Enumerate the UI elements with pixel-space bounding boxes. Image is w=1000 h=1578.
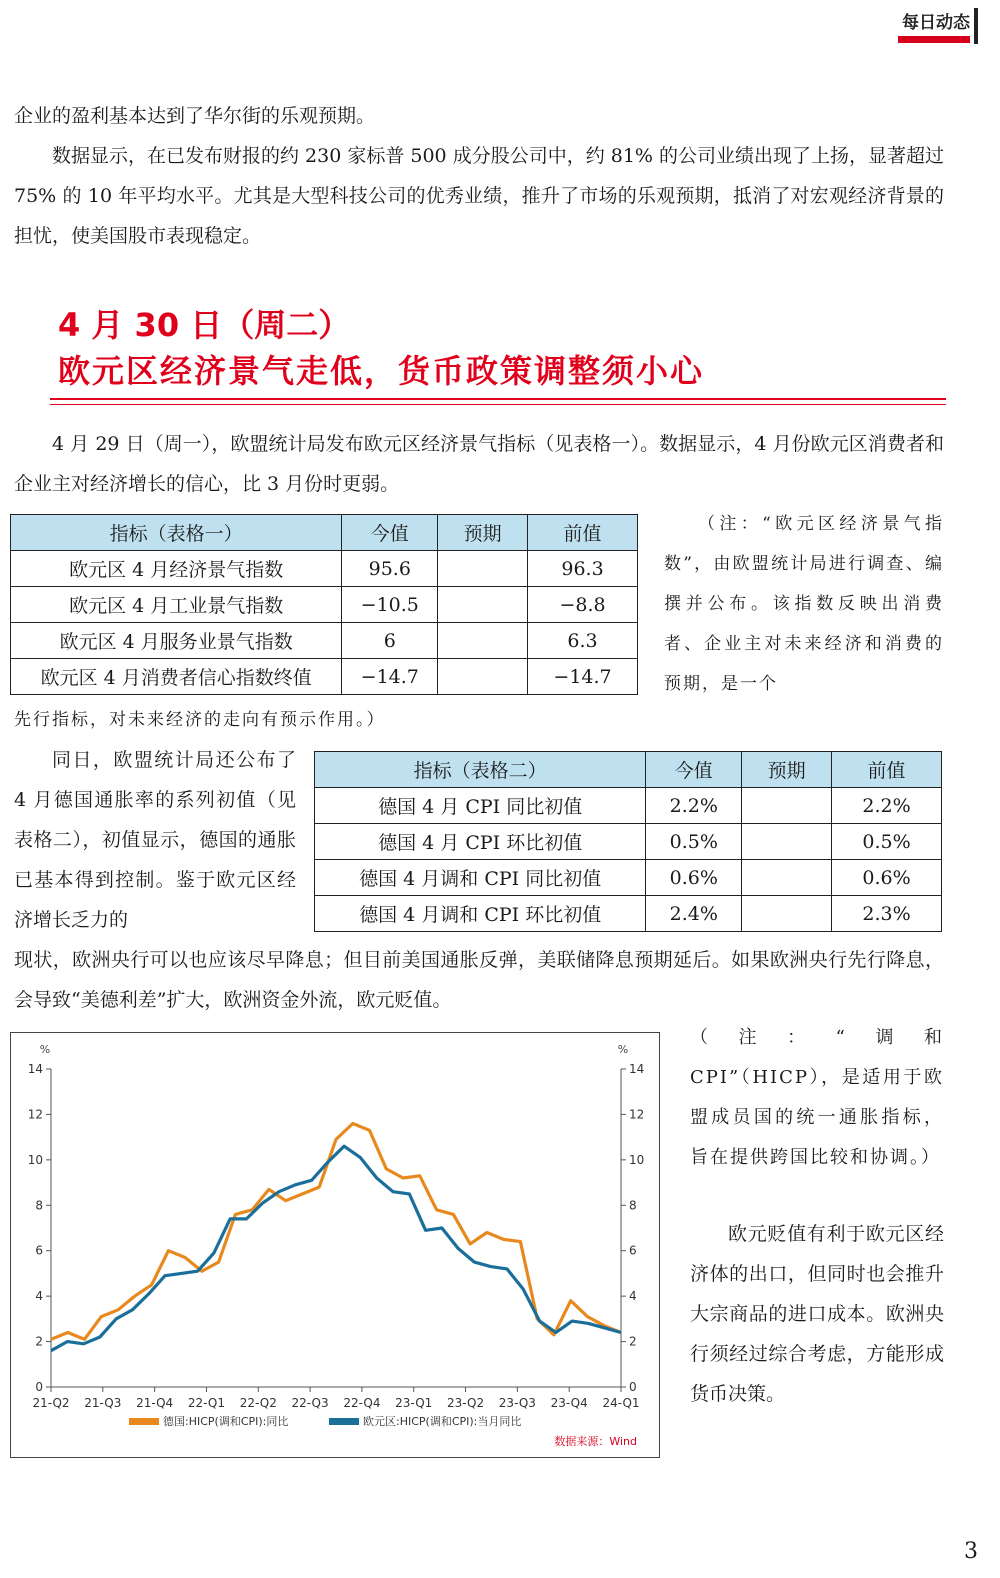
headline-rule (50, 398, 946, 400)
table-cell: 欧元区 4 月工业景气指数 (11, 587, 342, 623)
table-cell: 德国 4 月调和 CPI 环比初值 (315, 896, 646, 932)
note-hicp: （注：“调和 CPI”（HICP），是适用于欧盟成员国的统一通胀指标，旨在提供跨国比较和协调。） (690, 1027, 944, 1168)
legend-swatch-germany (129, 1418, 159, 1425)
y-tick-label-right: 12 (629, 1107, 645, 1122)
table-row (315, 896, 942, 932)
table-cell: 0.5% (646, 824, 742, 860)
table-two (314, 751, 942, 932)
table-cell (438, 623, 528, 659)
series-line-eurozone (51, 1146, 621, 1351)
table-cell: 欧元区 4 月消费者信心指数终值 (11, 659, 342, 695)
y-tick-label-right: 14 (629, 1062, 645, 1076)
table-two-header: 指标（表格二） (315, 752, 646, 788)
y-tick-label-right: 10 (629, 1152, 645, 1167)
table-cell (742, 824, 832, 860)
x-tick-label: 21-Q2 (32, 1396, 70, 1410)
page-number: 3 (964, 1539, 978, 1564)
section-tag-underline (898, 36, 970, 43)
table-cell: 德国 4 月 CPI 环比初值 (315, 824, 646, 860)
hicp-line-chart (10, 1032, 660, 1458)
x-tick-label: 23-Q2 (446, 1396, 485, 1410)
y-tick-label-left: 14 (27, 1062, 43, 1076)
x-tick-label: 22-Q4 (343, 1396, 381, 1410)
x-tick-label: 22-Q3 (291, 1396, 329, 1410)
table-two-header: 今值 (646, 752, 742, 788)
table-cell: 2.3% (832, 896, 942, 932)
y-tick-label-left: 8 (35, 1198, 43, 1213)
chart-svg (11, 1033, 659, 1457)
y-tick-label-left: 10 (27, 1152, 43, 1167)
table-cell: 2.2% (646, 788, 742, 824)
section-headline: 欧元区经济景气走低，货币政策调整须小心 (58, 352, 705, 390)
x-tick-label: 23-Q1 (395, 1396, 433, 1410)
table-cell: 德国 4 月调和 CPI 同比初值 (315, 860, 646, 896)
table-cell: 0.5% (832, 824, 942, 860)
y-axis-unit-right: % (617, 1043, 629, 1056)
note-economic-index: （注：“欧元区经济景气指数”，由欧盟统计局进行调查、编撰并公布。该指数反映出消费者、企业主对未来经济和消费的预期，是一个 (664, 514, 944, 694)
body-paragraph-2-text: 同日，欧盟统计局还公布了 4 月德国通胀率的系列初值（见表格二），初值显示，德国的通胀已基本得到控制。鉴于欧元区经济增长乏力的 (14, 749, 296, 931)
table-row (315, 860, 942, 896)
table-cell: 欧元区 4 月经济景气指数 (11, 551, 342, 587)
x-tick-label: 23-Q4 (550, 1396, 588, 1410)
table-one (10, 514, 638, 695)
table-two-header: 预期 (742, 752, 832, 788)
intro-paragraph-1: 企业的盈利基本达到了华尔街的乐观预期。 (14, 105, 376, 127)
x-tick-label: 22-Q2 (239, 1396, 277, 1410)
y-tick-label-left: 0 (35, 1380, 43, 1394)
table-cell: −14.7 (342, 659, 438, 695)
y-tick-label-left: 6 (35, 1243, 43, 1258)
table-row (11, 551, 638, 587)
table-cell (742, 788, 832, 824)
table-cell: 95.6 (342, 551, 438, 587)
body-text-2-cont (14, 940, 944, 1020)
y-tick-label-left: 4 (35, 1289, 43, 1304)
body-text-3 (690, 1214, 944, 1414)
table-row (11, 623, 638, 659)
headline-rule-thin (50, 404, 946, 405)
table-row (315, 824, 942, 860)
table-cell: 2.4% (646, 896, 742, 932)
x-tick-label: 21-Q4 (136, 1396, 174, 1410)
table-cell: 0.6% (646, 860, 742, 896)
body-paragraph-3: 欧元贬值有利于欧元区经济体的出口，但同时也会推升大宗商品的进口成本。欧洲央行须经过综合考虑，方能形成货币决策。 (690, 1223, 944, 1405)
x-tick-label: 22-Q1 (187, 1396, 226, 1410)
body-text-1 (14, 424, 944, 504)
table-cell: −10.5 (342, 587, 438, 623)
table-cell (438, 551, 528, 587)
table-one-header: 预期 (438, 515, 528, 551)
x-tick-label: 24-Q1 (602, 1396, 640, 1410)
chart-source: 数据来源：Wind (554, 1435, 637, 1448)
table-cell: 6 (342, 623, 438, 659)
table-cell: 96.3 (528, 551, 638, 587)
y-tick-label-right: 4 (629, 1289, 637, 1304)
section-tag: 每日动态 (902, 13, 970, 33)
table-cell (742, 860, 832, 896)
y-tick-label-right: 0 (629, 1380, 637, 1394)
table-cell (438, 659, 528, 695)
x-tick-label: 23-Q3 (498, 1396, 536, 1410)
y-tick-label-left: 12 (27, 1107, 43, 1122)
y-tick-label-right: 2 (629, 1334, 637, 1349)
table-row (11, 659, 638, 695)
table-cell (742, 896, 832, 932)
table-one-header: 今值 (342, 515, 438, 551)
table-cell: 2.2% (832, 788, 942, 824)
table-two-header: 前值 (832, 752, 942, 788)
section-tag-divider (974, 8, 978, 44)
table-cell: −14.7 (528, 659, 638, 695)
table-cell (438, 587, 528, 623)
table-one-header: 前值 (528, 515, 638, 551)
table-cell: −8.8 (528, 587, 638, 623)
table-cell: 6.3 (528, 623, 638, 659)
table-cell: 德国 4 月 CPI 同比初值 (315, 788, 646, 824)
x-tick-label: 21-Q3 (84, 1396, 122, 1410)
table-one-header: 指标（表格一） (11, 515, 342, 551)
table-row (315, 788, 942, 824)
legend-label-germany: 德国:HICP(调和CPI):同比 (163, 1415, 289, 1428)
intro-paragraph-2: 数据显示，在已发布财报的约 230 家标普 500 成分股公司中，约 81% 的公司业绩出现了上扬，显著超过 75% 的 10 年平均水平。尤其是大型科技公司的优秀业绩，推升了市场的乐观预期，抵消了对宏观经济背景的担忧，使美国股市表现稳定。 (14, 145, 945, 247)
legend-swatch-eurozone (329, 1418, 359, 1425)
y-axis-unit-left: % (39, 1043, 51, 1056)
table-cell: 欧元区 4 月服务业景气指数 (11, 623, 342, 659)
table-row (11, 587, 638, 623)
note-economic-index-cont: 先行指标，对未来经济的走向有预示作用。） (14, 710, 386, 730)
table-cell: 0.6% (832, 860, 942, 896)
y-tick-label-left: 2 (35, 1334, 43, 1349)
body-paragraph-2-cont: 现状，欧洲央行可以也应该尽早降息；但目前美国通胀反弹，美联储降息预期延后。如果欧洲央行先行降息，会导致“美德利差”扩大，欧洲资金外流，欧元贬值。 (14, 949, 944, 1011)
section-date: 4 月 30 日（周二） (58, 306, 351, 344)
intro-text (14, 96, 944, 256)
y-tick-label-right: 6 (629, 1243, 637, 1258)
y-tick-label-right: 8 (629, 1198, 637, 1213)
body-paragraph-1: 4 月 29 日（周一），欧盟统计局发布欧元区经济景气指标（见表格一）。数据显示，4 月份欧元区消费者和企业主对经济增长的信心，比 3 月份时更弱。 (14, 433, 944, 495)
body-paragraph-2 (14, 740, 296, 940)
legend-label-eurozone: 欧元区:HICP(调和CPI):当月同比 (363, 1415, 522, 1428)
